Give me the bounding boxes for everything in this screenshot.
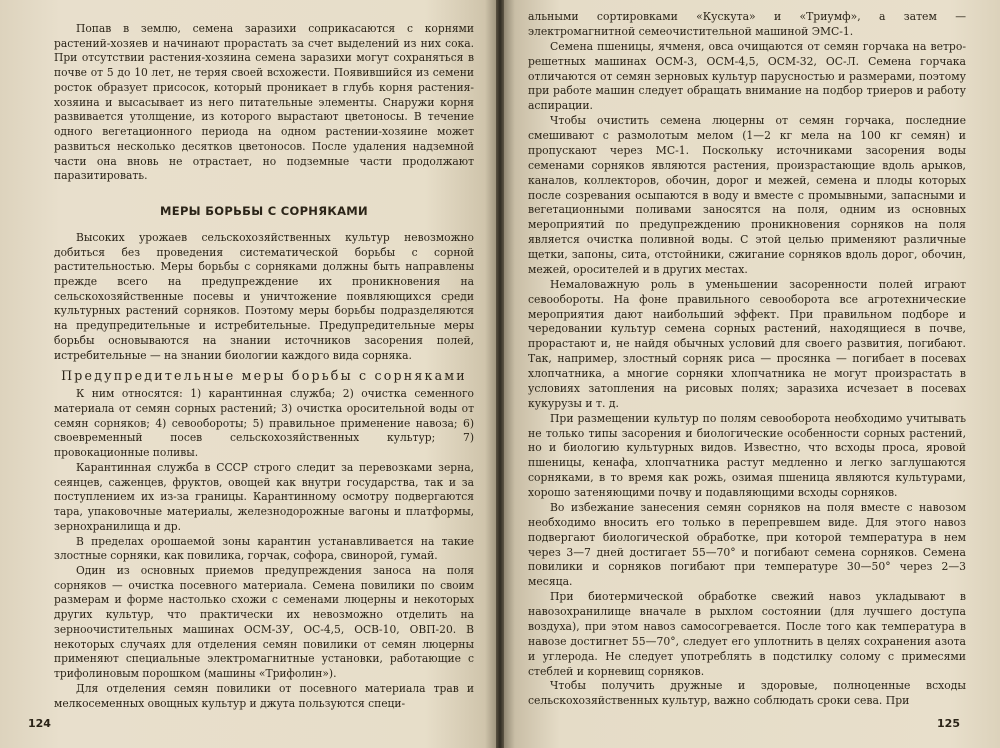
paragraph: Один из основных приемов предупреждения заноса на поля сорняков — очистка посевного материала. Семена повилики по своим размерам и форме настолько схожи с семенами люцерны и некоторых других культур, что практически их невозможно отделить на зерноочистительных машинах ОСМ-3У, ОС-4,5, ОСВ-10, ОВП-20. В некоторых случаях для отделения семян повилики от семян люцерны применяют специальные электромагнитные установки, работающие с трифолиновым порошком (машины «Трифолин»). <box>54 563 474 681</box>
paragraph: К ним относятся: 1) карантинная служба; 2) очистка семенного материала от семян сорных растений; 3) очистка оросительной воды от семян сорняков; 4) севообороты; 5) правильное применение навоза; 6) своевременный посев сельскохозяйственных культур; 7) провокационные поливы. <box>54 387 474 460</box>
book-gutter <box>496 0 504 748</box>
paragraph: Чтобы очистить семена люцерны от семян горчака, последние смешивают с размолотым мелом (1—2 кг мела на 100 кг семян) и пропускают через МС-1. Поскольку источниками засорения воды семенами сорняков являются растения, произрастающие вдоль арыков, каналов, коллекторов, обочин, дорог и межей, семена и плоды которых после созревания осыпаются в воду и вместе с промывными, запасными и вегетационными поливами заносятся на поля, одним из основных мероприятий по предупреждению проникновения сорняков на поля является очистка поливной воды. С этой целью применяют различные щетки, запоны, сита, отстойники, сжигание сорняков вдоль дорог, обочин, межей, оросителей и в других местах. <box>528 114 966 276</box>
subsection-heading: Предупредительные меры борьбы с сорняками <box>61 368 467 384</box>
right-page-text <box>528 10 966 709</box>
paragraph: Карантинная служба в СССР строго следит за перевозками зерна, сеянцев, саженцев, фруктов, овощей как внутри государства, так и за поступлением их из-за границы. Карантинному осмотру подвергаются тара, упаковочные материалы, железнодорожные вагоны и платформы, зернохранилища и др. <box>54 460 474 533</box>
right-page <box>500 0 1000 748</box>
paragraph: Немаловажную роль в уменьшении засоренности полей играют севообороты. На фоне правильного севооборота все агротехнические мероприятия дают наибольший эффект. При правильном подборе и чередовании культур семена сорных растений, находящиеся в почве, прорастают и, не найдя обычных условий для своего развития, погибают. Так, например, злостный сорняк риса — просянка — погибает в посевах хлопчатника, а многие сорняки хлопчатника не могут произрастать в условиях затопления на рисовых полях; заразиха исчезает в посевах кукурузы и т. д. <box>528 277 966 410</box>
paragraph: При размещении культур по полям севооборота необходимо учитывать не только типы засорения и биологические особенности сорных растений, но и биологию культурных видов. Известно, что всходы проса, яровой пшеницы, кенафа, хлопчатника растут медленно и легко заглушаются сорняками, в то время как рожь, озимая пшеница являются культурами, хорошо затеняющими почву и подавляющими всходы сорняков. <box>528 411 966 499</box>
paragraph: При биотермической обработке свежий навоз укладывают в навозохранилище вначале в рыхлом состоянии (для лучшего доступа воздуха), при этом навоз самосогревается. После того как температура в навозе достигнет 55—70°, следует его уплотнить в целях сохранения азота и углерода. Не следует употреблять в подстилку солому с примесями стеблей и корневищ сорняков. <box>528 590 966 678</box>
left-page-text <box>54 22 474 711</box>
section-heading: МЕРЫ БОРЬБЫ С СОРНЯКАМИ <box>160 204 368 219</box>
page-number: 125 <box>937 717 960 730</box>
paragraph: Чтобы получить дружные и здоровые, полноценные всходы сельскохозяйственных культур, важно соблюдать сроки сева. При <box>528 679 966 708</box>
paragraph: В пределах орошаемой зоны карантин устанавливается на такие злостные сорняки, как повилика, горчак, софора, свинорой, гумай. <box>54 534 474 563</box>
paragraph: Высоких урожаев сельскохозяйственных культур невозможно добиться без проведения систематической борьбы с сорной растительностью. Меры борьбы с сорняками должны быть направлены прежде всего на предупреждение их проникновения на сельскохозяйственные посевы и уничтожение появляющихся среди культурных растений сорняков. Поэтому меры борьбы подразделяются на предупредительные и истребительные. Предупредительные меры борьбы основываются на знании источников засорения полей, истребительные — на знании биологии каждого вида сорняка. <box>54 230 474 362</box>
paragraph-continuation: альными сортировками «Кускута» и «Триумф», а затем — электромагнитной семеочистительной машиной ЭМС-1. <box>528 10 966 38</box>
page-number: 124 <box>28 717 51 730</box>
paragraph: Во избежание занесения семян сорняков на поля вместе с навозом необходимо вносить его только в перепревшем виде. Для этого навоз подвергают биологической обработке, при которой температура в нем через 3—7 дней достигает 55—70° и погибают семена сорняков. Семена повилики и сорняков погибают при температуре 30—50° через 2—3 месяца. <box>528 500 966 589</box>
paragraph: Семена пшеницы, ячменя, овса очищаются от семян горчака на ветро-решетных машинах ОСМ-3, ОСМ-4,5, ОСМ-32, ОС-Л. Семена горчака отличаются от семян зерновых культур парусностью и размерами, поэтому при работе машин следует обращать внимание на подбор триеров и работу аспирации. <box>528 39 966 113</box>
paragraph: Попав в землю, семена заразихи соприкасаются с корнями растений-хозяев и начинают прорастать за счет выделений из них сока. При отсутствии растения-хозяина семена заразихи могут сохраняться в почве от 5 до 10 лет, не теряя своей всхожести. Появившийся из семени росток образует присосок, который проникает в глубь корня растения-хозяина и высасывает из него питательные элементы. Снаружи корня развивается утолщение, из которого вырастают цветоносы. В течение одного вегетационного периода на одном растении-хозяине может развиться несколько десятков цветоносов. После удаления надземной части она вновь не отрастает, но подземные части продолжают паразитировать. <box>54 22 474 183</box>
paragraph: Для отделения семян повилики от посевного материала трав и мелкосеменных овощных культур и джута пользуются специ- <box>54 681 474 710</box>
